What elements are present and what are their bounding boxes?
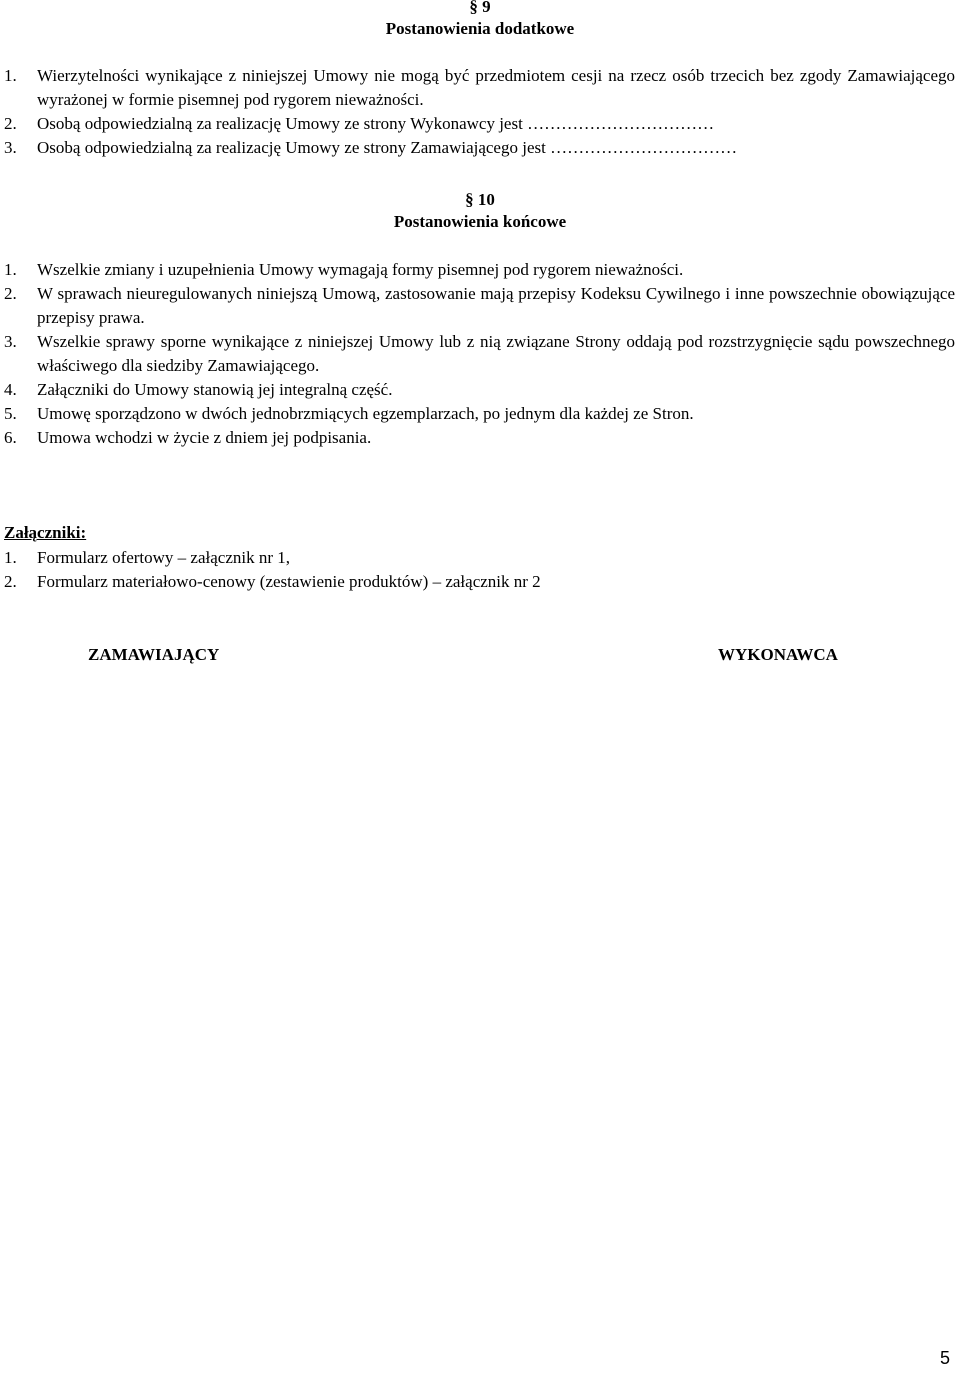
item-text: Umowę sporządzono w dwóch jednobrzmiących egzemplarzach, po jednym dla każdej ze Stron. — [37, 404, 694, 423]
section-9-heading — [0, 0, 960, 40]
list-item — [0, 546, 960, 570]
item-text: Osobą odpowiedzialną za realizację Umowy ze strony Wykonawcy jest …………………………… — [37, 114, 715, 133]
list-item — [0, 282, 960, 330]
list-item — [0, 112, 960, 136]
list-item — [0, 570, 960, 594]
signature-wykonawca: WYKONAWCA — [718, 645, 838, 664]
list-item — [0, 136, 960, 160]
item-text: Umowa wchodzi w życie z dniem jej podpisania. — [37, 428, 372, 447]
list-item — [0, 258, 960, 282]
section-9-title: Postanowienia dodatkowe — [385, 19, 575, 38]
section-9-list — [0, 64, 960, 160]
item-text: W sprawach nieuregulowanych niniejszą Umową, zastosowanie mają przepisy Kodeksu Cywilnego i inne powszechnie obowiązujące przepisy prawa. — [37, 284, 955, 327]
section-9-number: § 9 — [469, 0, 491, 16]
item-text: Wierzytelności wynikające z niniejszej Umowy nie mogą być przedmiotem cesji na rzecz osób trzecich bez zgody Zamawiającego wyrażonej w formie pisemnej pod rygorem nieważności. — [37, 66, 955, 109]
item-number: 4. — [4, 380, 17, 399]
item-text: Wszelkie zmiany i uzupełnienia Umowy wymagają formy pisemnej pod rygorem nieważności. — [37, 260, 684, 279]
item-text: Formularz ofertowy – załącznik nr 1, — [37, 548, 291, 567]
item-text: Wszelkie sprawy sporne wynikające z niniejszej Umowy lub z nią związane Strony oddają pod rozstrzygnięcie sądu powszechnego właściwego dla siedziby Zamawiającego. — [37, 332, 955, 375]
item-number: 2. — [4, 114, 17, 133]
item-number: 3. — [4, 332, 17, 351]
section-10-number: § 10 — [465, 190, 495, 209]
item-text: Formularz materiałowo-cenowy (zestawienie produktów) – załącznik nr 2 — [37, 572, 541, 591]
item-number: 1. — [4, 260, 17, 279]
list-item — [0, 378, 960, 402]
item-number: 6. — [4, 428, 17, 447]
list-item — [0, 402, 960, 426]
item-number: 5. — [4, 404, 17, 423]
section-10-heading — [0, 189, 960, 233]
list-item — [0, 64, 960, 112]
page-number: 5 — [939, 1348, 950, 1368]
section-10-list — [0, 258, 960, 450]
item-number: 2. — [4, 572, 17, 591]
item-text: Osobą odpowiedzialną za realizację Umowy ze strony Zamawiającego jest …………………………… — [37, 138, 738, 157]
attachments-heading: Załączniki: — [4, 523, 87, 542]
section-10-title: Postanowienia końcowe — [393, 212, 567, 231]
list-item — [0, 426, 960, 450]
item-number: 1. — [4, 548, 17, 567]
list-item — [0, 330, 960, 378]
item-number: 2. — [4, 284, 17, 303]
item-number: 1. — [4, 66, 17, 85]
attachments-list — [0, 546, 960, 594]
signature-zamawiajacy: ZAMAWIAJĄCY — [88, 645, 220, 664]
item-text: Załączniki do Umowy stanowią jej integralną część. — [37, 380, 393, 399]
item-number: 3. — [4, 138, 17, 157]
